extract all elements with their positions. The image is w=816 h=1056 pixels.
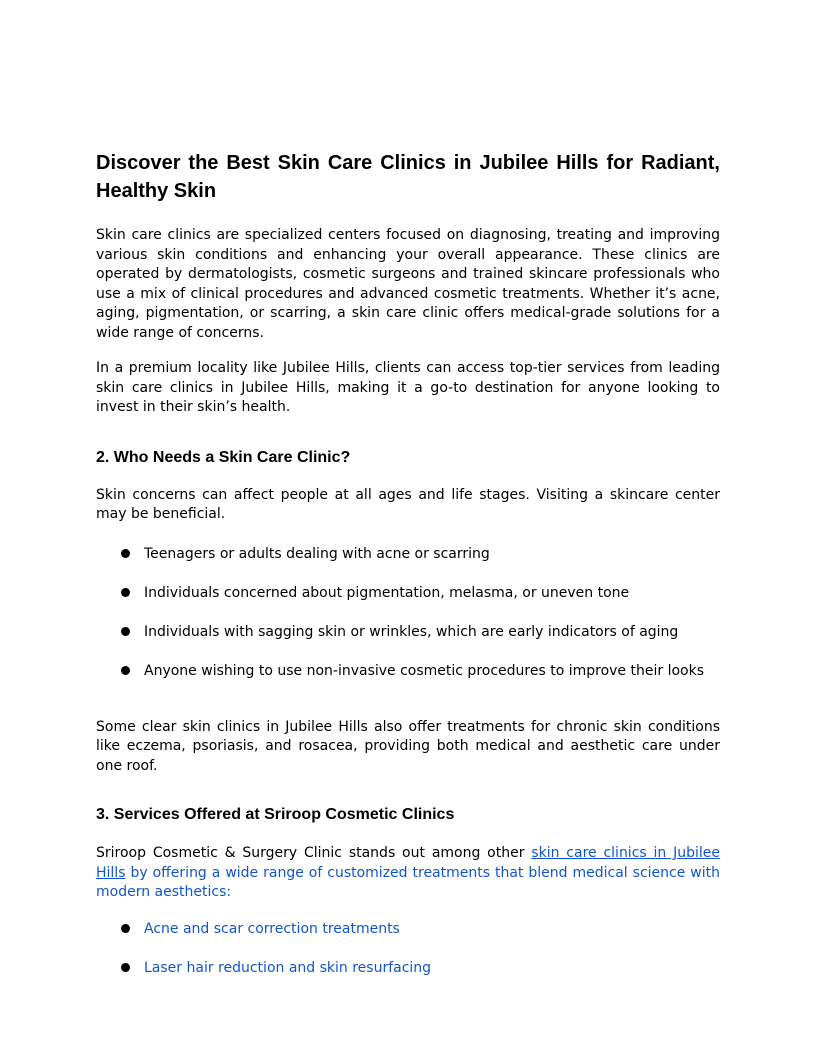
skin-care-clinics-link[interactable]: skin care clinics in Jubilee Hills [96, 845, 720, 881]
list-item [96, 623, 720, 641]
who-needs-list [96, 545, 720, 680]
bullet-icon [121, 666, 130, 675]
page-title: Discover the Best Skin Care Clinics in Jubilee Hills for Radiant, Healthy Skin [96, 152, 720, 202]
section-3-heading: 3. Services Offered at Sriroop Cosmetic Clinics [96, 806, 455, 823]
list-item-text: Individuals concerned about pigmentation, melasma, or uneven tone [144, 584, 630, 601]
list-item-text: Teenagers or adults dealing with acne or scarring [144, 545, 490, 562]
section-3-intro [96, 844, 720, 903]
bullet-icon [121, 588, 130, 597]
bullet-icon [121, 549, 130, 558]
intro-paragraph-1: Skin care clinics are specialized centers focused on diagnosing, treating and improving various skin conditions and enhancing your overall appearance. These clinics are operated by dermatologists, cosmetic surgeons and trained skincare professionals who use a mix of clinical procedures and advanced cosmetic treatments. Whether it’s acne, aging, pigmentation, or scarring, a skin care clinic offers medical-grade solutions for a wide range of concerns. [96, 227, 720, 341]
section-3-intro-text: Sriroop Cosmetic & Surgery Clinic stands out among other [96, 845, 532, 861]
list-item-text: Acne and scar correction treatments [144, 920, 400, 937]
list-item [96, 920, 720, 938]
list-item-text: Laser hair reduction and skin resurfacing [144, 959, 432, 976]
intro-paragraph-2: In a premium locality like Jubilee Hills, clients can access top-tier services from leading skin care clinics in Jubilee Hills, making it a go-to destination for anyone looking to invest in their skin’s health. [96, 360, 720, 415]
list-item-text: Individuals with sagging skin or wrinkles, which are early indicators of aging [144, 623, 679, 640]
list-item [96, 959, 720, 977]
bullet-icon [121, 924, 130, 933]
section-2-intro: Skin concerns can affect people at all ages and life stages. Visiting a skincare center may be beneficial. [96, 486, 720, 522]
services-list [96, 920, 720, 977]
list-item [96, 584, 720, 602]
section-2-heading: 2. Who Needs a Skin Care Clinic? [96, 448, 351, 466]
section-2-outro: Some clear skin clinics in Jubilee Hills also offer treatments for chronic skin conditions like eczema, psoriasis, and rosacea, providing both medical and aesthetic care under one roof. [96, 718, 720, 774]
list-item [96, 545, 720, 563]
list-item [96, 662, 720, 680]
list-item-text: Anyone wishing to use non-invasive cosmetic procedures to improve their looks [144, 662, 704, 679]
bullet-icon [121, 627, 130, 636]
document-body [96, 149, 720, 977]
section-3-intro-continued: by offering a wide range of customized treatments that blend medical science with modern aesthetics: [96, 864, 720, 900]
bullet-icon [121, 963, 130, 972]
